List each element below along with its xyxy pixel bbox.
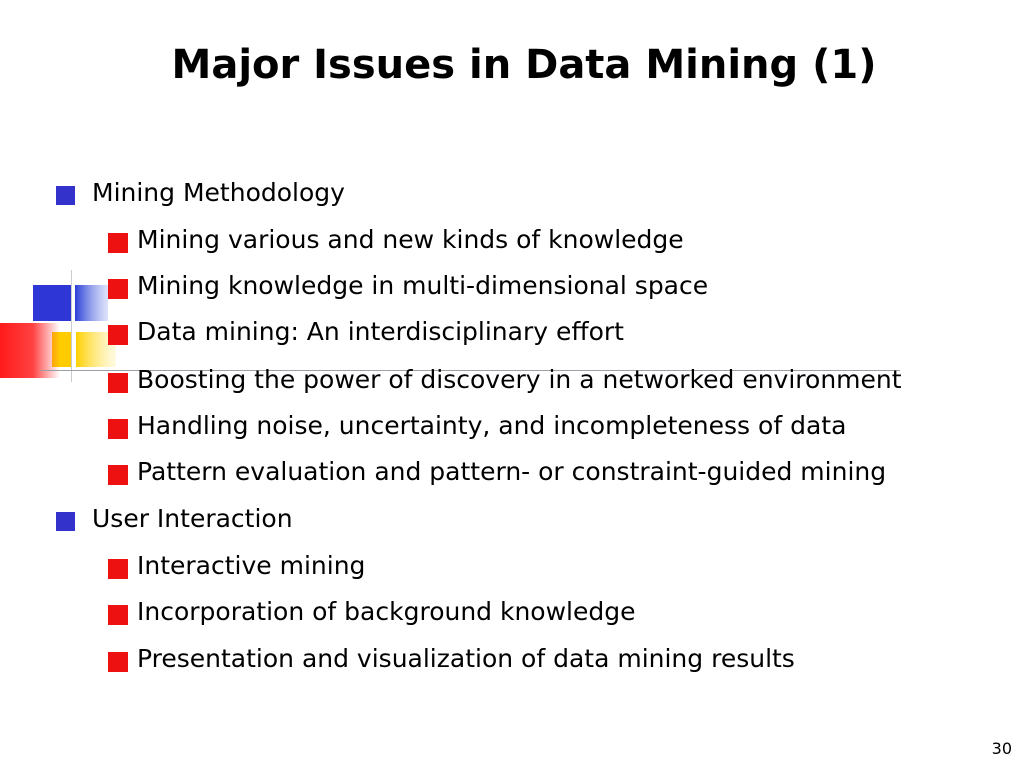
list-item-label: Mining knowledge in multi-dimensional space bbox=[137, 271, 709, 300]
red-square-bullet-icon bbox=[108, 325, 128, 345]
list-item bbox=[137, 365, 902, 395]
list-item bbox=[92, 178, 345, 208]
list-item bbox=[137, 317, 624, 347]
list-item-label: Data mining: An interdisciplinary effort bbox=[137, 317, 624, 346]
decorative-vertical-line bbox=[71, 270, 72, 382]
red-square-bullet-icon bbox=[108, 559, 128, 579]
slide-title: Major Issues in Data Mining (1) bbox=[171, 42, 877, 88]
list-item-label: Handling noise, uncertainty, and incompleteness of data bbox=[137, 411, 847, 440]
list-item bbox=[137, 457, 886, 487]
red-square-bullet-icon bbox=[108, 279, 128, 299]
red-square-bullet-icon bbox=[108, 233, 128, 253]
list-item bbox=[137, 597, 636, 627]
list-item bbox=[137, 271, 708, 301]
blue-square-bullet-icon bbox=[56, 186, 75, 205]
list-item-label: Pattern evaluation and pattern- or constraint-guided mining bbox=[137, 457, 887, 486]
list-item bbox=[137, 225, 684, 255]
list-item bbox=[137, 551, 365, 581]
blue-square-bullet-icon bbox=[56, 512, 75, 531]
list-item-label: Incorporation of background knowledge bbox=[137, 597, 636, 626]
list-item-label: User Interaction bbox=[92, 504, 293, 533]
list-item bbox=[92, 504, 293, 534]
red-square-bullet-icon bbox=[108, 605, 128, 625]
list-item-label: Mining various and new kinds of knowledge bbox=[137, 225, 684, 254]
red-square-bullet-icon bbox=[108, 465, 128, 485]
list-item bbox=[137, 411, 846, 441]
page-number: 30 bbox=[991, 739, 1012, 758]
list-item-label: Mining Methodology bbox=[92, 178, 345, 207]
list-item-label: Boosting the power of discovery in a networked environment bbox=[137, 365, 902, 394]
list-item-label: Interactive mining bbox=[137, 551, 366, 580]
list-item bbox=[137, 644, 795, 674]
list-item-label: Presentation and visualization of data mining results bbox=[137, 644, 795, 673]
red-square-bullet-icon bbox=[108, 419, 128, 439]
red-square-bullet-icon bbox=[108, 652, 128, 672]
red-square-bullet-icon bbox=[108, 373, 128, 393]
